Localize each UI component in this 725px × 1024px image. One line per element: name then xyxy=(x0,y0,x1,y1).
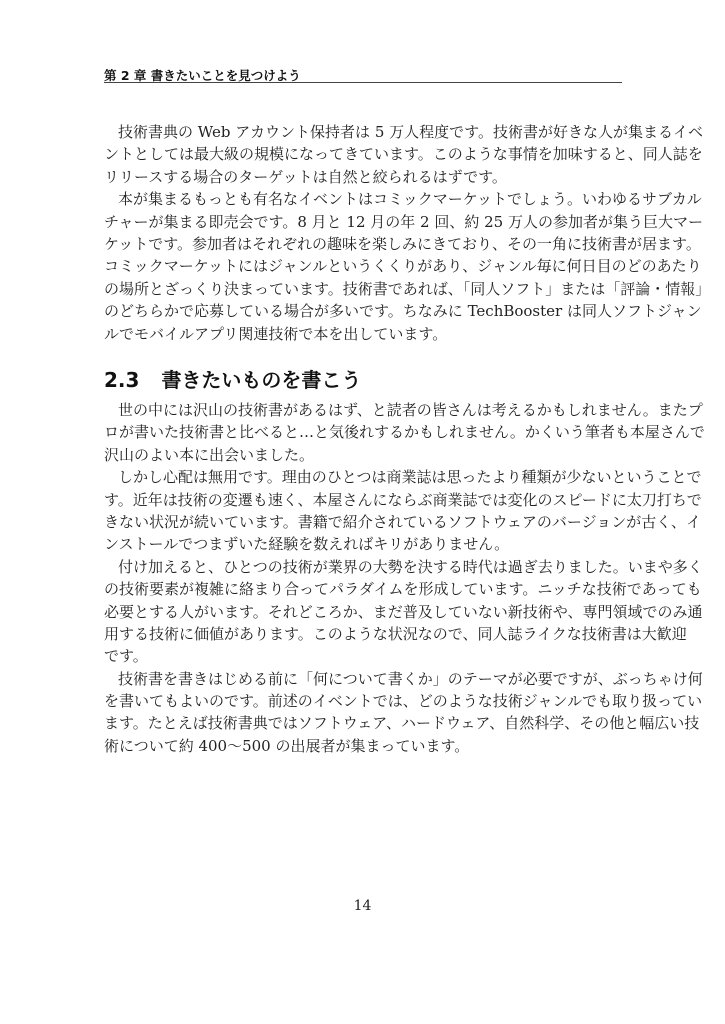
text-line: を書いてもよいのです。前述のイベントでは、どのような技術ジャンルでも取り扱ってい xyxy=(104,692,703,711)
text-line: きない状況が続いています。書籍で紹介されているソフトウェアのバージョンが古く、イ xyxy=(104,512,702,531)
section-heading xyxy=(104,364,361,393)
header-rule xyxy=(104,82,622,83)
text-line: リリースする場合のターゲットは自然と絞られるはずです。 xyxy=(104,167,507,186)
text-line: の場所とざっくり決まっています。技術書であれば、「同人ソフト」または「評論・情報」 xyxy=(104,279,711,298)
paragraph xyxy=(104,466,702,556)
paragraph xyxy=(104,121,703,188)
text-line: 世の中には沢山の技術書があるはず、と読者の皆さんは考えるかもしれません。またプ xyxy=(118,401,703,419)
page-number: 14 xyxy=(353,898,372,914)
text-line: の技術要素が複雑に絡まり合ってパラダイムを形成しています。ニッチな技術であっても xyxy=(104,580,702,599)
text-line: 用する技術に価値があります。このような状況なので、同人誌ライクな技術書は大歓迎 xyxy=(104,624,687,643)
text-line: 術について約 400〜500 の出展者が集まっています。 xyxy=(104,736,470,755)
text-line: す。近年は技術の変遷も速く、本屋さんにならぶ商業誌では変化のスピードに太刀打ちで xyxy=(104,490,702,509)
paragraph xyxy=(104,668,703,758)
section-body xyxy=(104,399,705,757)
section-number: 2.3 xyxy=(104,368,140,392)
text-line: ケットです。参加者はそれぞれの趣味を楽しみにきており、その一角に技術書が居ます。 xyxy=(104,234,701,253)
section-title: 書きたいものを書こう xyxy=(161,368,362,392)
text-line: ンストールでつまずいた経験を数えればキリがありません。 xyxy=(104,535,510,554)
text-line: ントとしては最大級の規模になってきています。このような事情を加味すると、同人誌を xyxy=(104,145,703,164)
text-line: 沢山のよい本に出会いました。 xyxy=(104,445,315,464)
text-line: 技術書を書きはじめる前に「何について書くか」のテーマが必要ですが、ぶっちゃけ何 xyxy=(118,669,703,688)
text-line: コミックマーケットにはジャンルというくくりがあり、ジャンル毎に何日目のどのあたり xyxy=(104,257,702,276)
paragraph xyxy=(104,556,703,668)
text-line: です。 xyxy=(104,647,148,666)
text-line: ルでモバイルアプリ関連技術で本を出しています。 xyxy=(104,324,448,343)
intro-text xyxy=(104,121,711,345)
text-line: ます。たとえば技術書典ではソフトウェア、ハードウェア、自然科学、その他と幅広い技 xyxy=(104,714,700,733)
text-line: しかし心配は無用です。理由のひとつは商業誌は思ったより種類が少ないということで xyxy=(118,468,702,487)
text-line: のどちらかで応募している場合が多いです。ちなみに TechBooster は同人ソフトジャン xyxy=(104,302,702,321)
text-line: 本が集まるもっとも有名なイベントはコミックマーケットでしょう。いわゆるサブカル xyxy=(118,190,702,209)
text-line: 技術書典の Web アカウント保持者は 5 万人程度です。技術書が好きな人が集まるイベ xyxy=(118,123,703,141)
text-line: チャーが集まる即売会です。8 月と 12 月の年 2 回、約 25 万人の参加者が集う巨大マー xyxy=(104,212,703,231)
paragraph xyxy=(104,188,711,345)
text-line: 必要とする人がいます。それどころか、まだ普及していない新技術や、専門領域でのみ通 xyxy=(104,602,703,621)
paragraph xyxy=(104,399,705,466)
text-line: ロが書いた技術書と比べると…と気後れするかもしれません。かくいう筆者も本屋さんで xyxy=(104,423,705,442)
running-head: 第 2 章 書きたいことを見つけよう xyxy=(104,68,301,83)
text-line: 付け加えると、ひとつの技術が業界の大勢を決する時代は過ぎ去りました。いまや多く xyxy=(118,557,703,576)
